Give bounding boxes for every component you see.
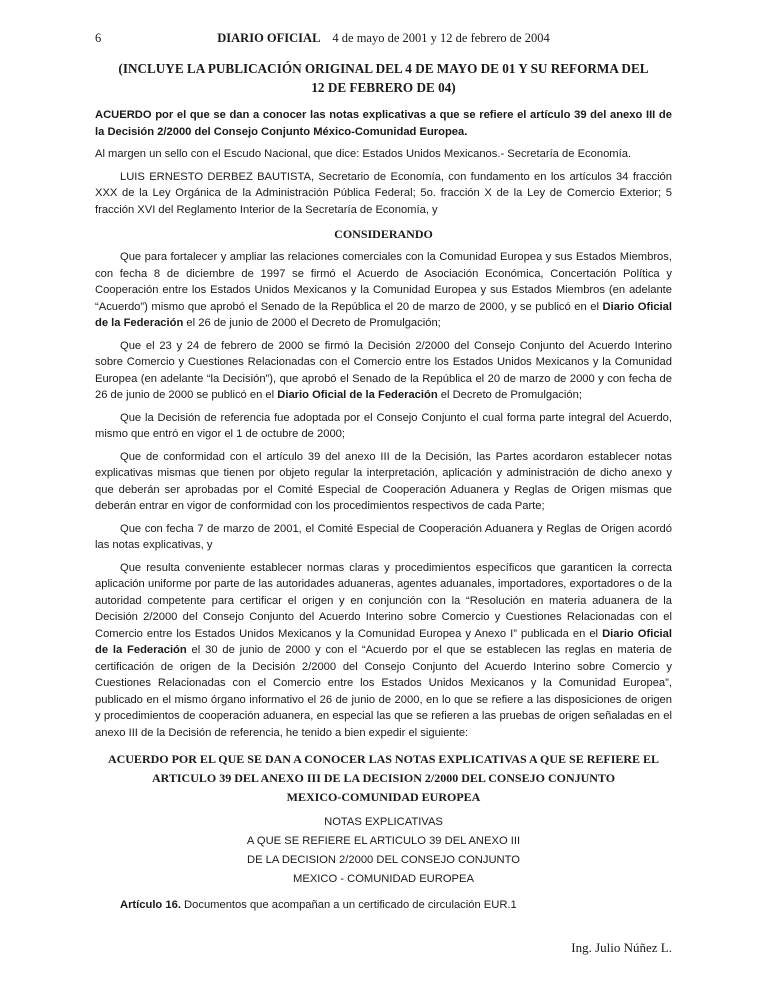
notas-line: A QUE SE REFIERE EL ARTICULO 39 DEL ANEXO III <box>246 835 521 847</box>
notas-line: MEXICO - COMUNIDAD EUROPEA <box>293 873 474 885</box>
acuerdo-heading-line: ARTICULO 39 DEL ANEXO III DE LA DECISION 2/2000 DEL CONSEJO CONJUNTO <box>151 771 616 785</box>
notas-line: NOTAS EXPLICATIVAS <box>324 816 443 828</box>
edition-dates: 4 de mayo de 2001 y 12 de febrero de 2004 <box>332 31 550 45</box>
considerando-paragraph-1: Que para fortalecer y ampliar las relaciones comerciales con la Comunidad Europea y sus Estados Miembros, con fecha 8 de diciembre de 1997 se firmó el Acuerdo de Asociación Económica, Concertación Política y Cooperación entre los Estados Unidos Mexicanos y la Comunidad Europea y sus Estados Miembros (en adelante “Acuerdo”) mismo que aprobó el Senado de la República el 20 de marzo de 2000, y se publicó en el Diario Oficial de la Federación el 26 de junio de 2000 el Decreto de Promulgación; <box>95 251 672 329</box>
acuerdo-heading-line: ACUERDO POR EL QUE SE DAN A CONOCER LAS NOTAS EXPLICATIVAS A QUE SE REFIERE EL <box>107 752 660 766</box>
journal-title: DIARIO OFICIAL <box>217 31 321 45</box>
fundamento-paragraph: LUIS ERNESTO DERBEZ BAUTISTA, Secretario de Economía, con fundamento en los artículos 34 fracción XXX de la Ley Orgánica de la Administración Pública Federal; 5o. fracción X de la Ley de Comercio Exterior; 5 fracción XVI del Reglamento Interior de la Secretaría de Economía, y <box>95 170 672 216</box>
considerando-paragraph-4: Que de conformidad con el artículo 39 del anexo III de la Decisión, las Partes acordaron establecer notas explicativas mismas que tienen por objeto regular la interpretación, aplicación y administración de dicho anexo y que deberán ser aprobadas por el Comité Especial de Cooperación Aduanera y Reglas de Origen mismas que deberán entrar en vigor de conformidad con los procedimientos respectivos de cada Parte; <box>95 450 672 512</box>
considerando-paragraph-3: Que la Decisión de referencia fue adoptada por el Consejo Conjunto el cual forma parte integral del Acuerdo, mismo que entró en vigor el 1 de octubre de 2000; <box>95 411 672 440</box>
page-header <box>95 30 672 47</box>
signature-name: Ing. Julio Núñez L. <box>571 939 672 955</box>
notas-explicativas-block <box>95 813 672 889</box>
considerando-paragraph-5: Que con fecha 7 de marzo de 2001, el Comité Especial de Cooperación Aduanera y Reglas de Origen acordó las notas explicativas, y <box>95 522 672 551</box>
acuerdo-heading-line: MEXICO-COMUNIDAD EUROPEA <box>286 790 481 804</box>
document-title: (INCLUYE LA PUBLICACIÓN ORIGINAL DEL 4 DE MAYO DE 01 Y SU REFORMA DEL 12 DE FEBRERO DE 04) <box>118 61 649 95</box>
considerando-paragraph-6: Que resulta conveniente establecer normas claras y procedimientos específicos que garanticen la correcta aplicación uniforme por parte de las autoridades aduaneras, agentes aduanales, importadores, exportadores o de la autoridad competente para certificar el origen y en conjunción con la “Resolución en materia aduanera de la Decisión 2/2000 del Consejo Conjunto del Acuerdo Interino sobre Comercio y Cuestiones Relacionadas con el Comercio entre los Estados Unidos Mexicanos y la Comunidad Europea y Anexo I” publicada en el Diario Oficial de la Federación el 30 de junio de 2000 y con el “Acuerdo por el que se establecen las reglas en materia de certificación de origen de la Decisión 2/2000 del Consejo Conjunto del Acuerdo Interino sobre Comercio y Cuestiones Relacionadas con el Comercio entre los Estados Unidos Mexicanos y la Comunidad Europea”, publicado en el mismo órgano informativo el 26 de junio de 2000, en lo que se refiere a las disposiciones de origen y procedimientos de cooperación aduanera, en especial las que se refieren a las pruebas de origen señaladas en el anexo III de la Decisión de referencia, he tenido a bien expedir el siguiente: <box>95 561 672 739</box>
al-margen-paragraph: Al margen un sello con el Escudo Nacional, que dice: Estados Unidos Mexicanos.- Secretaría de Economía. <box>95 148 632 160</box>
considerando-paragraph-2: Que el 23 y 24 de febrero de 2000 se firmó la Decisión 2/2000 del Consejo Conjunto del Acuerdo Interino sobre Comercio y Cuestiones Relacionadas con el Comercio entre los Estados Unidos Mexicanos y la Comunidad Europea (en adelante “la Decisión”), que aprobó el Senado de la República el 20 de marzo de 2000 y con fecha de 26 de junio de 2000 se publicó en el Diario Oficial de la Federación el Decreto de Promulgación; <box>95 339 672 401</box>
articulo-16-paragraph: Artículo 16. Documentos que acompañan a un certificado de circulación EUR.1 <box>120 899 517 911</box>
notas-line: DE LA DECISION 2/2000 DEL CONSEJO CONJUNTO <box>247 854 520 866</box>
acuerdo-summary: ACUERDO por el que se dan a conocer las notas explicativas a que se refiere el artículo 39 del anexo III de la Decisión 2/2000 del Consejo Conjunto México-Comunidad Europea. <box>95 109 672 138</box>
considerando-heading: CONSIDERANDO <box>334 227 433 241</box>
acuerdo-final-heading <box>95 750 672 807</box>
page-number: 6 <box>95 31 102 45</box>
